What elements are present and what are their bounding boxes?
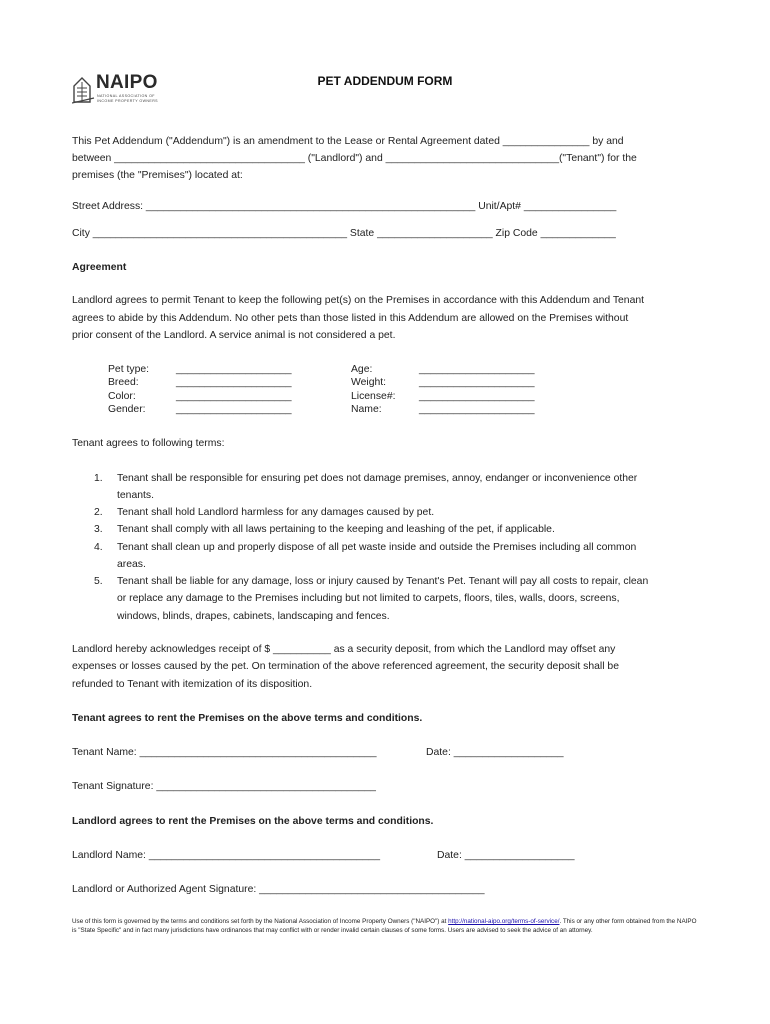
intro-line-3: premises (the "Premises") located at: [72,170,243,181]
name-label: Name: [351,404,382,415]
license-field[interactable]: ____________________ [419,391,535,402]
deposit-line-2: expenses or losses caused by the pet. On termination of the above referenced agreement, the security deposit shall be [72,661,619,672]
gender-field[interactable]: ____________________ [176,404,292,415]
age-label: Age: [351,364,373,375]
logo-subtitle-2: INCOME PROPERTY OWNERS [97,99,158,103]
age-field[interactable]: ____________________ [419,364,535,375]
breed-label: Breed: [108,377,139,388]
landlord-name-field[interactable]: Landlord Name: ________________________________________ [72,850,380,861]
logo-name: NAIPO [96,72,158,93]
pet-type-field[interactable]: ____________________ [176,364,292,375]
term-text: Tenant shall clean up and properly dispose of all pet waste inside and outside the Premises including all common [117,542,637,553]
terms-link[interactable]: http://national-aipo.org/terms-of-service/ [448,918,560,925]
landlord-heading: Landlord agrees to rent the Premises on the above terms and conditions. [72,816,434,827]
term-text: Tenant shall be responsible for ensuring pet does not damage premises, annoy, endanger or inconvenience other [117,473,638,484]
landlord-date-field[interactable]: Date: ___________________ [437,850,575,861]
term-text: windows, blinds, drapes, cabinets, landscaping and fences. [117,611,390,622]
term-number: 3. [94,524,103,535]
weight-label: Weight: [351,377,387,388]
term-text: tenants. [117,490,154,501]
term-text: Tenant shall hold Landlord harmless for any damages caused by pet. [117,507,435,518]
agreement-line-3: prior consent of the Landlord. A service animal is not considered a pet. [72,330,396,341]
pet-type-label: Pet type: [108,364,150,375]
landlord-signature-field[interactable]: Landlord or Authorized Agent Signature: _______________________________________ [72,884,485,895]
agreement-line-1: Landlord agrees to permit Tenant to keep the following pet(s) on the Premises in accordance with this Addendum and Tenant [72,295,645,306]
agreement-line-2: agrees to abide by this Addendum. No other pets than those listed in this Addendum are allowed on the Premises without [72,313,629,324]
term-number: 4. [94,542,103,553]
street-address-field[interactable]: Street Address: _________________________________________________________ Unit/Apt# ________________ [72,201,617,212]
color-label: Color: [108,391,136,402]
intro-line-2: between _________________________________ ("Landlord") and ______________________________("Tenant") for the [72,153,637,164]
color-field[interactable]: ____________________ [176,391,292,402]
agreement-heading: Agreement [72,262,127,273]
footer-text-1: Use of this form is governed by the terms and conditions set forth by the National Association of Income Property Owners ("NAIPO") at [72,918,449,925]
intro-line-1: This Pet Addendum ("Addendum") is an amendment to the Lease or Rental Agreement dated _______________ by and [72,136,624,147]
tenant-signature-field[interactable]: Tenant Signature: ______________________________________ [72,781,376,792]
city-state-zip-field[interactable]: City ____________________________________________ State ____________________ Zip Code _____________ [72,228,616,239]
term-number: 1. [94,473,103,484]
pet-name-field[interactable]: ____________________ [419,404,535,415]
deposit-line-1: Landlord hereby acknowledges receipt of $ __________ as a security deposit, from which the Landlord may offset any [72,644,616,655]
footer-text-2: . This or any other form obtained from the NAIPO is "State Specific" and in fact many jurisdictions have ordinances that may conflict with or render invalid certain clauses of some forms. Users are advised to seek the advice of an attorney. [72,918,697,934]
tenant-name-field[interactable]: Tenant Name: _________________________________________ [72,747,377,758]
breed-field[interactable]: ____________________ [176,377,292,388]
page-title: PET ADDENDUM FORM [317,74,453,88]
term-text: or replace any damage to the Premises including but not limited to carpets, floors, tiles, walls, doors, screens, [117,593,620,604]
deposit-line-3: refunded to Tenant with itemization of its disposition. [72,679,313,690]
term-text: Tenant shall comply with all laws pertaining to the keeping and leashing of the pet, if applicable. [117,524,555,535]
term-text: Tenant shall be liable for any damage, loss or injury caused by Tenant's Pet. Tenant will pay all costs to repair, clean [117,576,649,587]
tenant-heading: Tenant agrees to rent the Premises on the above terms and conditions. [72,713,423,724]
terms-intro: Tenant agrees to following terms: [72,438,225,449]
gender-label: Gender: [108,404,146,415]
term-text: areas. [117,559,146,570]
logo-subtitle-1: NATIONAL ASSOCIATION OF [97,94,155,98]
term-number: 2. [94,507,103,518]
term-number: 5. [94,576,103,587]
tenant-date-field[interactable]: Date: ___________________ [426,747,564,758]
license-label: License#: [351,391,396,402]
footer-disclaimer [72,917,702,935]
weight-field[interactable]: ____________________ [419,377,535,388]
